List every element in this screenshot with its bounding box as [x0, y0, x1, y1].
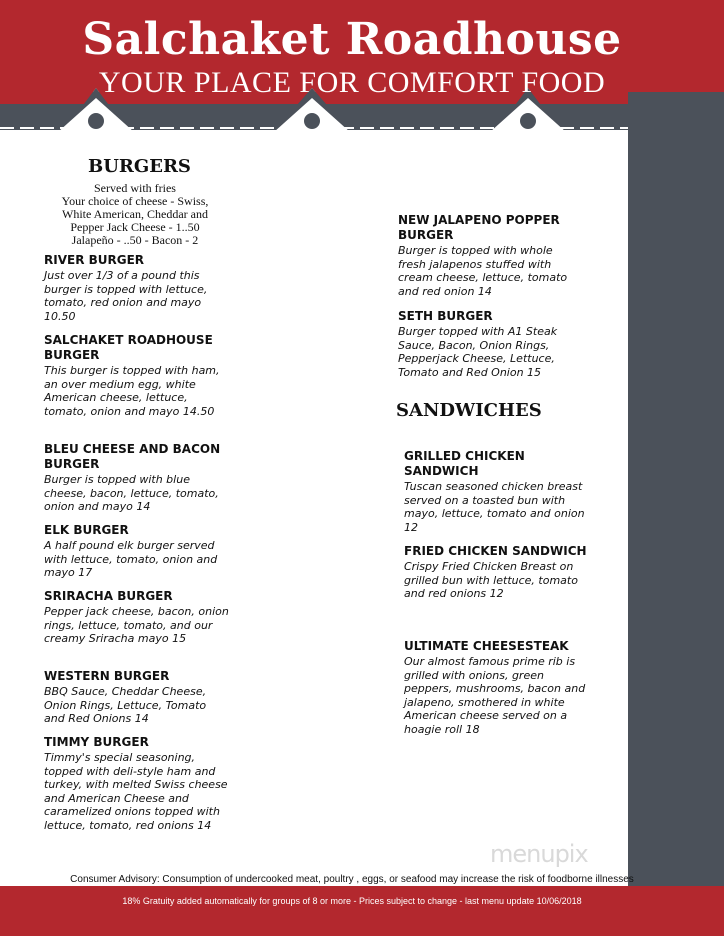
footer-note: 18% Gratuity added automatically for groups of 8 or more - Prices subject to change - last menu update 10/06/2018	[122, 896, 582, 906]
menu-item-western-burger	[44, 669, 229, 726]
grommet-icon	[88, 113, 104, 129]
burgers-intro	[40, 182, 230, 247]
item-description: A half pound elk burger served with lettuce, tomato, onion and mayo 17	[44, 539, 218, 579]
menu-item-sriracha-burger	[44, 589, 229, 646]
menu-item-river-burger	[44, 253, 229, 323]
item-name: TIMMY BURGER	[44, 735, 149, 749]
item-description: Our almost famous prime rib is grilled with onions, green peppers, mushrooms, bacon and jalapeno, smothered in white American cheese served on a hoagie roll 18	[404, 655, 586, 736]
item-description: Burger is topped with whole fresh jalapenos stuffed with cream cheese, lettuce, tomato and red onion 14	[398, 244, 568, 298]
menu-item-fried-chicken-sandwich	[404, 544, 589, 601]
item-name: SALCHAKET ROADHOUSE BURGER	[44, 333, 213, 362]
menu-item-salchaket-roadhouse-burger	[44, 333, 229, 418]
item-description: Tuscan seasoned chicken breast served on a toasted bun with mayo, lettuce, tomato and onion 12	[404, 480, 585, 534]
item-description: Crispy Fried Chicken Breast on grilled bun with lettuce, tomato and red onions 12	[404, 560, 578, 600]
item-description: Burger topped with A1 Steak Sauce, Bacon, Onion Rings, Pepperjack Cheese, Lettuce, Tomato and Red Onion 15	[398, 325, 558, 379]
item-name: ELK BURGER	[44, 523, 129, 537]
restaurant-name: Salchaket Roadhouse	[82, 14, 622, 65]
item-description: BBQ Sauce, Cheddar Cheese, Onion Rings, Lettuce, Tomato and Red Onions 14	[44, 685, 207, 725]
menu-item-new-jalapeno-popper-burger	[398, 213, 583, 298]
watermark-logo: menupix	[490, 840, 588, 868]
item-name: SETH BURGER	[398, 309, 493, 323]
intro-line: White American, Cheddar and	[62, 207, 208, 221]
menu-item-bleu-cheese-bacon-burger	[44, 442, 229, 514]
intro-line: Jalapeño - ..50 - Bacon - 2	[71, 233, 199, 247]
restaurant-tagline: YOUR PLACE FOR COMFORT FOOD	[98, 66, 606, 99]
menu-item-ultimate-cheesesteak	[404, 639, 589, 736]
item-name: NEW JALAPENO POPPER BURGER	[398, 213, 560, 242]
item-description: Burger is topped with blue cheese, bacon, lettuce, tomato, onion and mayo 14	[44, 473, 219, 513]
item-description: Just over 1/3 of a pound this burger is topped with lettuce, tomato, red onion and mayo 10.50	[44, 269, 208, 323]
intro-line: Served with fries	[94, 181, 176, 195]
item-name: RIVER BURGER	[44, 253, 145, 267]
consumer-advisory: Consumer Advisory: Consumption of undercooked meat, poultry , eggs, or seafood may increase the risk of foodborne illnesses	[70, 874, 634, 885]
sandwiches-heading: SANDWICHES	[396, 400, 542, 421]
menu-item-timmy-burger	[44, 735, 229, 832]
item-name: FRIED CHICKEN SANDWICH	[404, 544, 587, 558]
item-description: Timmy's special seasoning, topped with deli-style ham and turkey, with melted Swiss cheese and American Cheese and caramelized onions topped with lettuce, tomato, red onions 14	[44, 751, 228, 832]
item-name: BLEU CHEESE AND BACON BURGER	[44, 442, 221, 471]
menu-item-elk-burger	[44, 523, 229, 580]
intro-line: Pepper Jack Cheese - 1..50	[70, 220, 200, 234]
item-description: This burger is topped with ham, an over medium egg, white American cheese, lettuce, tomato, onion and mayo 14.50	[44, 364, 220, 418]
item-name: ULTIMATE CHEESESTEAK	[404, 639, 569, 653]
menu-item-grilled-chicken-sandwich	[404, 449, 589, 534]
menu-item-seth-burger	[398, 309, 583, 379]
burgers-heading: BURGERS	[88, 156, 191, 177]
intro-line: Your choice of cheese - Swiss,	[61, 194, 209, 208]
item-name: SRIRACHA BURGER	[44, 589, 173, 603]
grommet-icon	[304, 113, 320, 129]
item-description: Pepper jack cheese, bacon, onion rings, lettuce, tomato, and our creamy Sriracha mayo 15	[44, 605, 229, 645]
item-name: WESTERN BURGER	[44, 669, 170, 683]
grommet-icon	[520, 113, 536, 129]
footer-band	[0, 886, 724, 936]
item-name: GRILLED CHICKEN SANDWICH	[404, 449, 525, 478]
